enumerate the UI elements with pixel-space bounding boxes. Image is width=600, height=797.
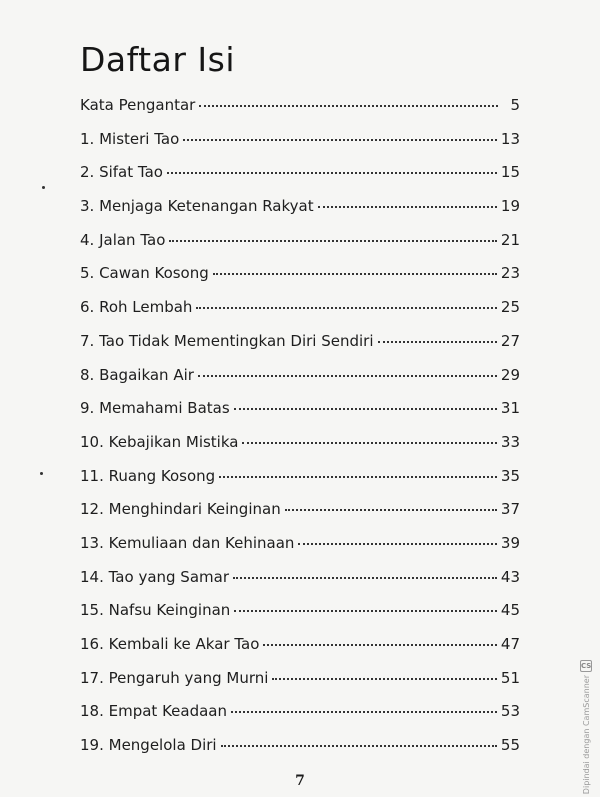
dot-leader	[318, 206, 497, 208]
toc-entry-page: 55	[500, 736, 520, 755]
dot-leader	[231, 711, 497, 713]
dot-leader	[219, 476, 497, 478]
toc-entry-title: 19. Mengelola Diri	[80, 736, 217, 755]
toc-entry-page: 35	[500, 466, 520, 485]
toc-entry-page: 13	[500, 129, 520, 148]
dot-leader	[285, 509, 497, 511]
toc-entry-title: 3. Menjaga Ketenangan Rakyat	[80, 197, 314, 216]
toc-entry	[80, 163, 520, 197]
toc-entry	[80, 332, 520, 366]
dot-leader	[233, 577, 497, 579]
toc-entry-page: 39	[500, 533, 520, 552]
toc-entry	[80, 231, 520, 265]
toc-entry-page: 25	[500, 298, 520, 317]
toc-entry-title: 14. Tao yang Samar	[80, 567, 229, 586]
toc-entry	[80, 568, 520, 602]
scanner-watermark-text: Dipindai dengan CamScanner	[581, 675, 591, 795]
toc-entry	[80, 601, 520, 635]
toc-entry-title: 6. Roh Lembah	[80, 298, 193, 317]
toc-entry	[80, 534, 520, 568]
toc-entry	[80, 433, 520, 467]
toc-entry	[80, 130, 520, 164]
dot-leader	[272, 678, 496, 680]
toc-entry-title: 13. Kemuliaan dan Kehinaan	[80, 533, 295, 552]
dot-leader	[298, 543, 496, 545]
toc-entry	[80, 264, 520, 298]
dot-leader	[198, 375, 497, 377]
toc-entry-title: 7. Tao Tidak Mementingkan Diri Sendiri	[80, 331, 374, 350]
camscanner-logo-icon: CS	[581, 662, 592, 670]
toc-entry-title: 2. Sifat Tao	[80, 163, 163, 182]
toc-entry-title: 5. Cawan Kosong	[80, 264, 209, 283]
toc-entry-title: 8. Bagaikan Air	[80, 365, 194, 384]
toc-entry	[80, 702, 520, 736]
toc-entry-page: 43	[500, 567, 520, 586]
toc-entry-page: 5	[510, 96, 520, 114]
toc-entry-page: 33	[500, 432, 520, 451]
dot-leader	[263, 644, 497, 646]
dot-leader	[196, 307, 496, 309]
dot-leader	[221, 745, 497, 747]
dot-leader	[234, 610, 497, 612]
toc-entry-page: 31	[500, 399, 520, 418]
dot-leader	[199, 105, 498, 107]
toc-entry-page: 27	[500, 331, 520, 350]
toc-entry	[80, 399, 520, 433]
toc-entry-page: 23	[500, 264, 520, 283]
toc-entry-page: 45	[500, 601, 520, 620]
toc-entry	[80, 635, 520, 669]
toc-entry-page: 15	[500, 163, 520, 182]
dot-leader	[242, 442, 496, 444]
toc-entry-title: 4. Jalan Tao	[80, 230, 166, 249]
page-number: 7	[295, 773, 305, 789]
page-title: Daftar Isi	[80, 40, 235, 80]
toc-entry-page: 19	[500, 197, 520, 216]
toc-entry	[80, 366, 520, 400]
scanner-watermark	[578, 660, 594, 795]
dot-leader	[378, 341, 497, 343]
scan-speck	[40, 472, 43, 475]
toc-entry	[80, 197, 520, 231]
toc-entry-page: 53	[500, 702, 520, 721]
toc-entry-title: 16. Kembali ke Akar Tao	[80, 635, 260, 653]
toc-entry	[80, 736, 520, 770]
toc-entry	[80, 467, 520, 501]
toc-entry-title: 10. Kebajikan Mistika	[80, 432, 239, 451]
dot-leader	[167, 172, 497, 174]
toc-entry-title: 18. Empat Keadaan	[80, 702, 227, 721]
toc-entry-page: 29	[500, 365, 520, 384]
toc-entry	[80, 96, 520, 130]
dot-leader	[169, 240, 497, 242]
toc-entry-title: Kata Pengantar	[80, 96, 196, 114]
toc-entry-page: 37	[500, 500, 520, 519]
toc-entry-title: 9. Memahami Batas	[80, 399, 230, 418]
toc-entry-page: 21	[500, 230, 520, 249]
dot-leader	[183, 139, 497, 141]
toc-entry-page: 51	[500, 668, 520, 687]
toc-entry-page: 47	[500, 635, 520, 653]
toc-entry	[80, 298, 520, 332]
toc-entry-title: 17. Pengaruh yang Murni	[80, 668, 269, 687]
table-of-contents	[80, 96, 520, 770]
toc-entry-title: 1. Misteri Tao	[80, 129, 180, 148]
toc-entry-title: 15. Nafsu Keinginan	[80, 601, 231, 620]
dot-leader	[213, 273, 497, 275]
toc-entry-title: 11. Ruang Kosong	[80, 466, 216, 485]
scan-speck	[42, 186, 45, 189]
dot-leader	[234, 408, 497, 410]
toc-entry	[80, 500, 520, 534]
toc-entry	[80, 669, 520, 703]
toc-entry-title: 12. Menghindari Keinginan	[80, 500, 281, 519]
